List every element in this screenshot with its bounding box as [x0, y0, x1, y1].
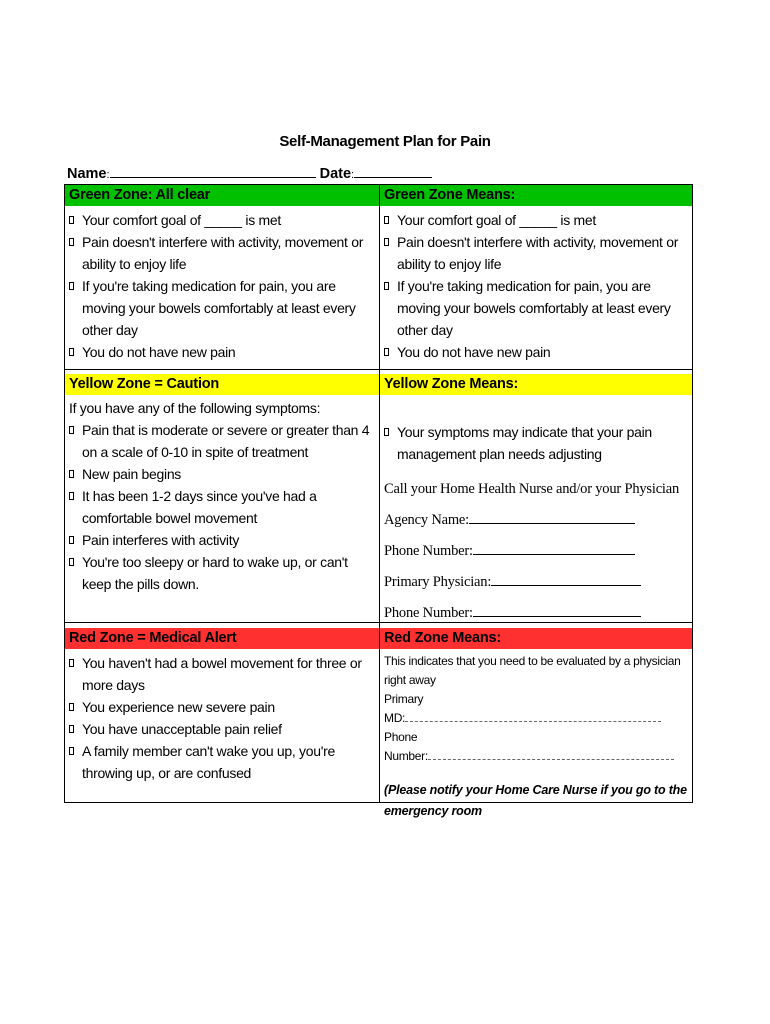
- list-item: New pain begins: [69, 463, 375, 485]
- square-bullet-icon: [69, 659, 74, 667]
- phone-label: Phone: [384, 730, 418, 744]
- red-zone-symptoms: [69, 652, 375, 784]
- yellow-zone-means: [384, 421, 690, 629]
- contact-block: [384, 474, 690, 629]
- row-divider-1: [65, 369, 692, 370]
- square-bullet-icon: [69, 348, 74, 356]
- date-field[interactable]: [354, 163, 432, 178]
- square-bullet-icon: [69, 238, 74, 246]
- square-bullet-icon: [384, 216, 389, 224]
- list-item: Pain interferes with activity: [69, 529, 375, 551]
- red-zone-header: Red Zone = Medical Alert: [65, 628, 379, 649]
- column-divider: [379, 185, 380, 802]
- agency-name-row: Agency Name:: [384, 505, 690, 536]
- green-zone-header: Green Zone: All clear: [65, 185, 379, 206]
- list-item: Pain that is moderate or severe or greater than 4 on a scale of 0-10 in spite of treatment: [69, 419, 375, 463]
- primary-label: Primary: [384, 692, 424, 706]
- list-item: Your symptoms may indicate that your pain management plan needs adjusting: [384, 421, 690, 465]
- emergency-note: (Please notify your Home Care Nurse if you go to the emergency room: [384, 783, 687, 818]
- square-bullet-icon: [384, 238, 389, 246]
- square-bullet-icon: [69, 216, 74, 224]
- name-date-line: Name: Date:: [67, 163, 432, 182]
- yellow-zone-header: Yellow Zone = Caution: [65, 374, 379, 395]
- square-bullet-icon: [69, 703, 74, 711]
- page-title: Self-Management Plan for Pain: [279, 133, 491, 150]
- list-item: You're too sleepy or hard to wake up, or can't keep the pills down.: [69, 551, 375, 595]
- green-zone-means-header: Green Zone Means:: [380, 185, 692, 206]
- list-item: Your comfort goal of _____ is met: [69, 209, 375, 231]
- square-bullet-icon: [69, 470, 74, 478]
- square-bullet-icon: [69, 725, 74, 733]
- call-instruction: Call your Home Health Nurse and/or your Physician: [384, 481, 680, 497]
- square-bullet-icon: [69, 747, 74, 755]
- red-zone-instruction: This indicates that you need to be evaluated by a physician right away: [384, 654, 681, 687]
- square-bullet-icon: [69, 558, 74, 566]
- agency-name-field[interactable]: [469, 511, 635, 524]
- number-row: Number:: [384, 747, 690, 766]
- green-zone-means: [384, 209, 690, 363]
- primary-physician-row: Primary Physician:: [384, 567, 690, 598]
- list-item: You have unacceptable pain relief: [69, 718, 375, 740]
- phone-number-field[interactable]: [473, 542, 635, 555]
- list-item: You do not have new pain: [384, 341, 690, 363]
- list-item: Pain doesn't interfere with activity, movement or ability to enjoy life: [384, 231, 690, 275]
- yellow-intro: If you have any of the following symptoms:: [69, 400, 321, 416]
- name-field[interactable]: [110, 163, 316, 178]
- list-item: A family member can't wake you up, you're throwing up, or are confused: [69, 740, 375, 784]
- yellow-zone-symptoms: [69, 397, 375, 595]
- physician-phone-row: Phone Number:: [384, 598, 690, 629]
- name-label: Name: [67, 166, 107, 182]
- list-item: If you're taking medication for pain, you are moving your bowels comfortably at least every other day: [69, 275, 375, 341]
- md-row: MD:: [384, 709, 690, 728]
- list-item: You experience new severe pain: [69, 696, 375, 718]
- list-item: You do not have new pain: [69, 341, 375, 363]
- zone-table: [64, 184, 693, 818]
- square-bullet-icon: [384, 348, 389, 356]
- square-bullet-icon: [69, 282, 74, 290]
- list-item: You haven't had a bowel movement for three or more days: [69, 652, 375, 696]
- square-bullet-icon: [69, 492, 74, 500]
- red-zone-means-header: Red Zone Means:: [380, 628, 692, 649]
- list-item: If you're taking medication for pain, you are moving your bowels comfortably at least every other day: [384, 275, 690, 341]
- square-bullet-icon: [384, 428, 389, 436]
- list-item: Pain doesn't interfere with activity, movement or ability to enjoy life: [69, 231, 375, 275]
- green-zone-symptoms: [69, 209, 375, 363]
- square-bullet-icon: [69, 426, 74, 434]
- list-item: It has been 1-2 days since you've had a comfortable bowel movement: [69, 485, 375, 529]
- red-zone-means: [384, 652, 690, 822]
- phone-number-row: Phone Number:: [384, 536, 690, 567]
- date-label: Date: [319, 166, 352, 182]
- square-bullet-icon: [69, 536, 74, 544]
- list-item: Your comfort goal of _____ is met: [384, 209, 690, 231]
- primary-physician-field[interactable]: [491, 573, 641, 586]
- square-bullet-icon: [384, 282, 389, 290]
- physician-phone-field[interactable]: [473, 604, 641, 617]
- md-field[interactable]: [405, 711, 661, 722]
- yellow-zone-means-header: Yellow Zone Means:: [380, 374, 692, 395]
- md-phone-field[interactable]: [428, 749, 674, 760]
